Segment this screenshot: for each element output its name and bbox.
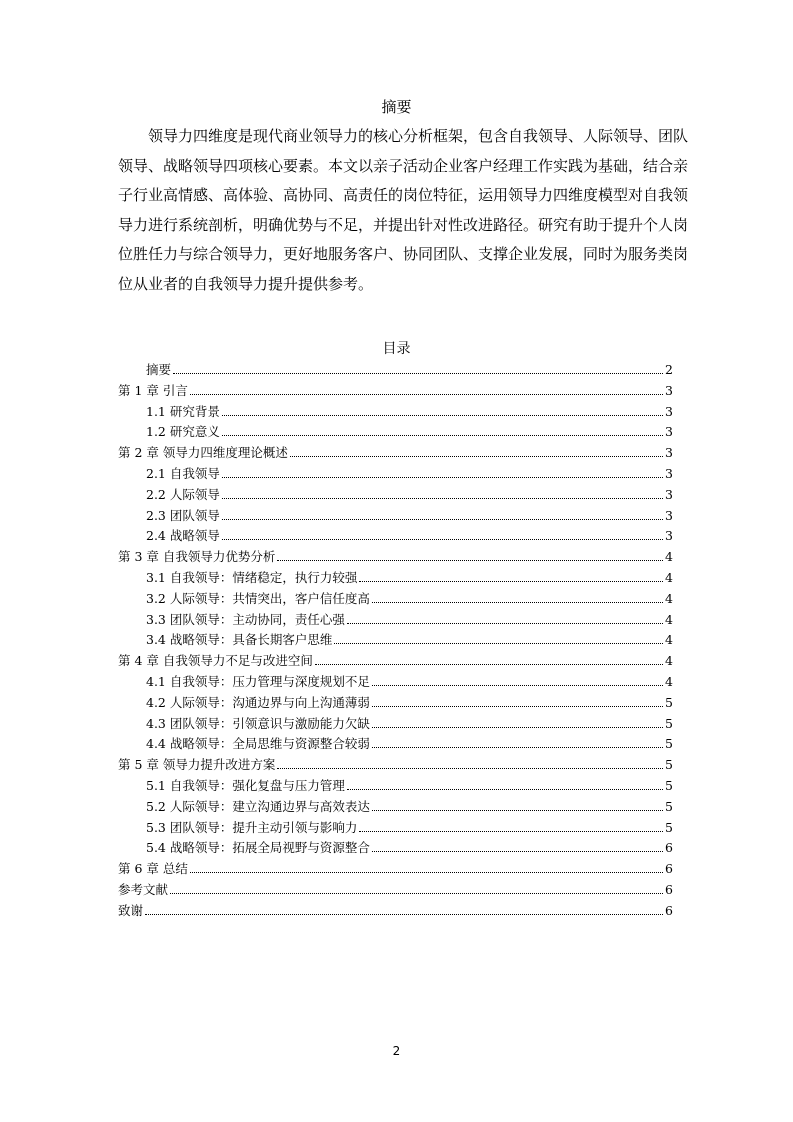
toc-entry-label: 2.2 人际领导 xyxy=(146,486,220,502)
toc-entry[interactable] xyxy=(118,378,673,398)
toc-entry-label: 第 2 章 领导力四维度理论概述 xyxy=(118,445,288,461)
toc-entry[interactable] xyxy=(118,523,673,543)
toc-entry-page: 5 xyxy=(665,715,673,731)
toc-entry-label: 4.2 人际领导：沟通边界与向上沟通薄弱 xyxy=(146,694,370,710)
toc-entry-label: 3.2 人际领导：共情突出，客户信任度高 xyxy=(146,590,370,606)
toc-entry[interactable] xyxy=(118,773,673,793)
toc-leader xyxy=(315,664,663,665)
toc-leader xyxy=(222,498,663,499)
toc-leader xyxy=(190,394,663,395)
toc-title: 目录 xyxy=(382,341,411,357)
toc-entry-page: 3 xyxy=(665,528,673,544)
toc-entry-label: 摘要 xyxy=(146,362,172,377)
toc-leader xyxy=(277,560,663,561)
toc-leader xyxy=(347,789,663,790)
toc-entry-page: 4 xyxy=(665,632,673,648)
toc-entry-label: 第 4 章 自我领导力不足与改进空间 xyxy=(118,653,313,669)
toc-entry-page: 3 xyxy=(665,466,673,481)
toc-entry-page: 3 xyxy=(665,403,673,419)
toc-entry[interactable] xyxy=(118,544,673,564)
toc-entry-label: 参考文献 xyxy=(118,882,169,897)
toc-leader xyxy=(222,519,663,520)
toc-entry-page: 4 xyxy=(665,611,673,627)
toc-entry[interactable] xyxy=(118,357,673,377)
toc-entry-page: 6 xyxy=(665,882,673,897)
toc-entry-page: 3 xyxy=(665,382,673,398)
toc-entry-page: 2 xyxy=(665,362,673,377)
toc-entry-label: 5.2 人际领导：建立沟通边界与高效表达 xyxy=(146,798,370,814)
toc-entry-label: 致谢 xyxy=(118,902,144,918)
toc-entry-page: 5 xyxy=(665,778,673,793)
toc-leader xyxy=(372,727,663,728)
toc-leader xyxy=(222,435,663,436)
toc-entry[interactable] xyxy=(118,648,673,668)
toc-entry[interactable] xyxy=(118,565,673,585)
toc-entry-page: 5 xyxy=(665,757,673,773)
toc-entry[interactable] xyxy=(118,877,673,897)
toc-entry-page: 3 xyxy=(665,507,673,523)
abstract-paragraph: 领导力四维度是现代商业领导力的核心分析框架，包含自我领导、人际领导、团队领导、战略领导四项核心要素。本文以亲子活动企业客户经理工作实践为基础，结合亲子行业高情感、高体验、高协同、高责任的岗位特征，运用领导力四维度模型对自我领导力进行系统剖析，明确优势与不足，并提出针对性改进路径。研究有助于提升个人岗位胜任力与综合领导力，更好地服务客户、协同团队、支撑企业发展，同时为服务类岗位从业者的自我领导力提升提供参考。 xyxy=(118,127,689,293)
toc-entry[interactable] xyxy=(118,898,673,918)
toc-leader xyxy=(372,706,663,707)
toc-entry-page: 4 xyxy=(665,590,673,606)
toc-entry-page: 5 xyxy=(665,694,673,710)
toc-entry[interactable] xyxy=(118,461,673,481)
toc-entry-page: 3 xyxy=(665,424,673,440)
toc-leader xyxy=(173,373,663,374)
toc-entry-page: 3 xyxy=(665,445,673,461)
toc-entry-label: 3.1 自我领导：情绪稳定，执行力较强 xyxy=(146,570,358,585)
toc-entry[interactable] xyxy=(118,856,673,876)
toc-entry[interactable] xyxy=(118,669,673,689)
toc-entry-label: 2.4 战略领导 xyxy=(146,528,220,544)
toc-entry[interactable] xyxy=(118,503,673,523)
toc-entry-label: 4.4 战略领导：全局思维与资源整合较弱 xyxy=(146,736,370,752)
toc-entry[interactable] xyxy=(118,607,673,627)
toc-leader xyxy=(359,581,663,582)
toc-entry-label: 2.3 团队领导 xyxy=(146,507,220,523)
toc-entry-label: 第 1 章 引言 xyxy=(118,382,188,398)
toc-entry-page: 4 xyxy=(665,549,673,565)
page-number: 2 xyxy=(392,1044,401,1058)
toc-entry[interactable] xyxy=(118,627,673,647)
toc-leader xyxy=(190,872,663,873)
toc-entry[interactable] xyxy=(118,731,673,751)
toc-leader xyxy=(372,685,663,686)
toc-entry-label: 第 3 章 自我领导力优势分析 xyxy=(118,549,276,565)
toc-leader xyxy=(347,623,663,624)
toc-entry[interactable] xyxy=(118,690,673,710)
toc-entry-label: 4.3 团队领导：引领意识与激励能力欠缺 xyxy=(146,715,370,731)
toc-entry-label: 第 6 章 总结 xyxy=(118,861,188,877)
toc-leader xyxy=(145,914,663,915)
toc-entry-page: 3 xyxy=(665,486,673,502)
toc-leader xyxy=(334,643,663,644)
toc-entry-label: 5.1 自我领导：强化复盘与压力管理 xyxy=(146,778,345,793)
toc-entry-label: 5.4 战略领导：拓展全局视野与资源整合 xyxy=(146,840,370,856)
toc-leader xyxy=(359,831,663,832)
toc-leader xyxy=(372,810,663,811)
toc-entry[interactable] xyxy=(118,440,673,460)
toc-entry-label: 5.3 团队领导：提升主动引领与影响力 xyxy=(146,819,358,835)
toc-entry-page: 5 xyxy=(665,798,673,814)
toc-entry[interactable] xyxy=(118,835,673,855)
toc-entry-label: 3.3 团队领导：主动协同，责任心强 xyxy=(146,611,345,627)
toc-leader xyxy=(222,415,663,416)
toc-entry-page: 5 xyxy=(665,736,673,752)
toc-entry[interactable] xyxy=(118,794,673,814)
toc-leader xyxy=(222,539,663,540)
toc-entry[interactable] xyxy=(118,399,673,419)
toc-entry-page: 4 xyxy=(665,674,673,689)
toc-entry-page: 5 xyxy=(665,819,673,835)
toc-entry[interactable] xyxy=(118,752,673,772)
abstract-body xyxy=(118,122,688,299)
toc-entry-page: 4 xyxy=(665,570,673,585)
toc-entry-label: 第 5 章 领导力提升改进方案 xyxy=(118,757,276,773)
toc-entry-page: 6 xyxy=(665,902,673,918)
toc-entry[interactable] xyxy=(118,815,673,835)
toc-entry-label: 4.1 自我领导：压力管理与深度规划不足 xyxy=(146,674,370,689)
toc-entry-label: 2.1 自我领导 xyxy=(146,466,220,481)
toc-leader xyxy=(290,456,663,457)
toc-leader xyxy=(170,893,663,894)
toc-entry-label: 1.2 研究意义 xyxy=(146,424,220,440)
toc-leader xyxy=(222,477,663,478)
toc-leader xyxy=(372,602,663,603)
toc-entry-label: 1.1 研究背景 xyxy=(146,403,220,419)
toc-entry-page: 6 xyxy=(665,840,673,856)
toc-entry[interactable] xyxy=(118,711,673,731)
toc-entry[interactable] xyxy=(118,419,673,439)
abstract-title: 摘要 xyxy=(381,98,412,116)
toc-entry-page: 6 xyxy=(665,861,673,877)
toc-leader xyxy=(372,747,663,748)
toc-leader xyxy=(277,768,663,769)
toc-entry-label: 3.4 战略领导：具备长期客户思维 xyxy=(146,632,333,648)
toc-entry-page: 4 xyxy=(665,653,673,669)
toc-entry[interactable] xyxy=(118,586,673,606)
toc-leader xyxy=(372,851,663,852)
toc-entry[interactable] xyxy=(118,482,673,502)
